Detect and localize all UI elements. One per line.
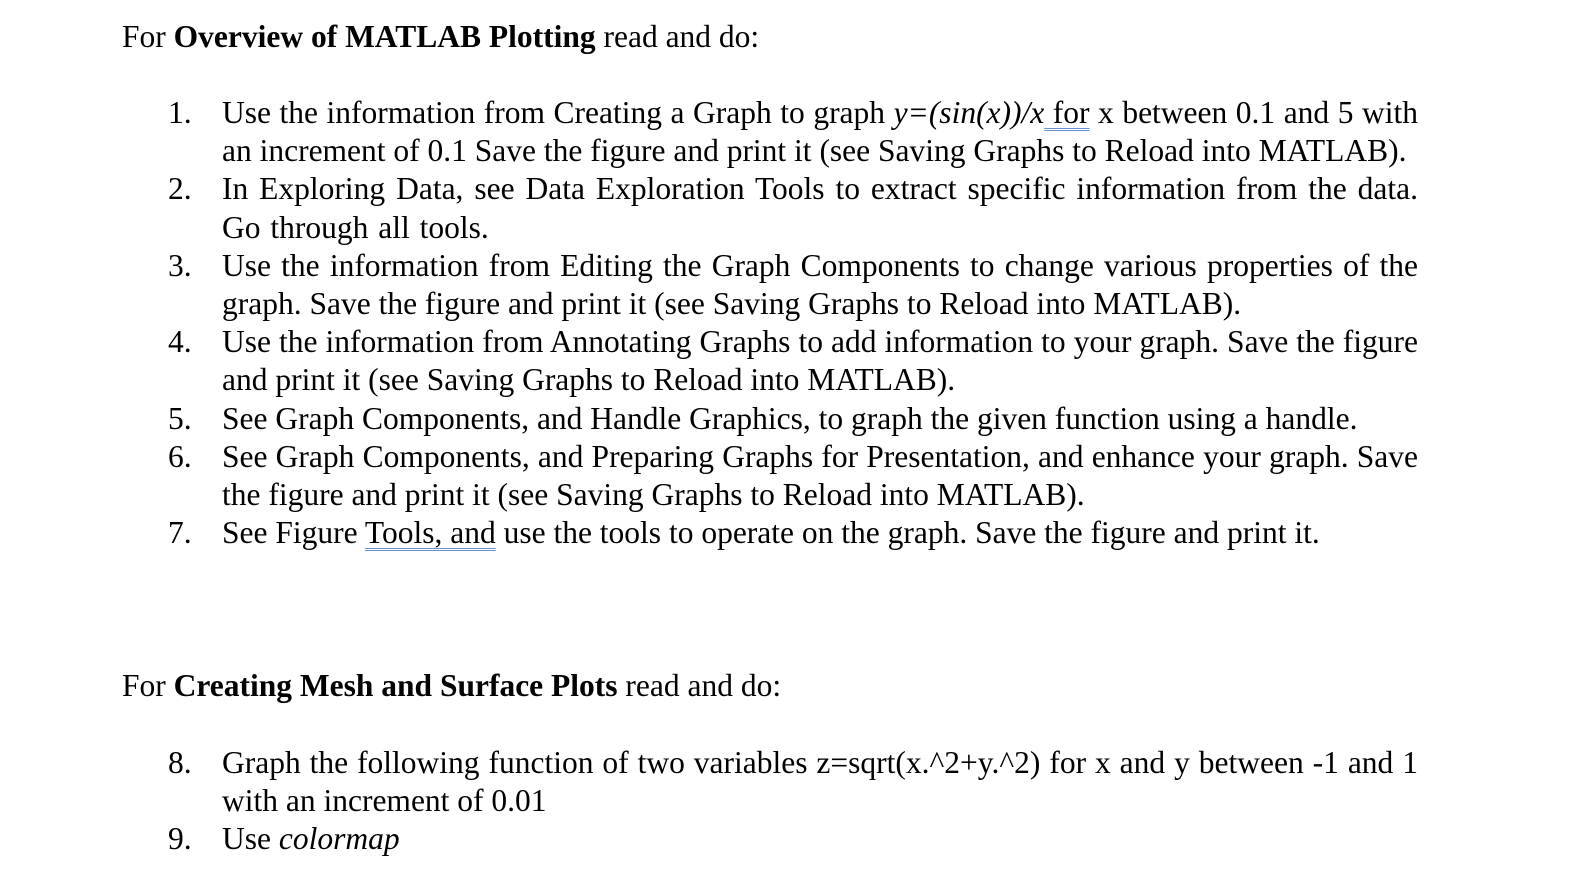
item-text-continued: x between 0.1 and 5 with an increment of 0.1 Save the figure and print it (see Saving Graphs to Reload into MATLAB). — [222, 95, 1418, 169]
item-number: 2. — [168, 171, 192, 207]
item-number: 5. — [168, 400, 192, 436]
list-item-1 — [168, 94, 1418, 170]
item-text: See Figure — [222, 515, 365, 551]
heading-suffix: read and do: — [595, 19, 760, 54]
section-heading-mesh-surface — [122, 667, 781, 705]
list-item-8 — [168, 744, 1418, 820]
item-text: Use the information from Annotating Graphs to add information to your graph. Save the figure and print it (see Saving Graphs to Reload into MATLAB). — [222, 324, 1418, 398]
equation-text: y=(sin(x))/x — [893, 95, 1045, 130]
item-number: 4. — [168, 324, 192, 360]
heading-bold-title: Overview of MATLAB Plotting — [173, 19, 596, 54]
item-text: Use the information from Creating a Graph to graph — [222, 95, 894, 130]
item-text: In Exploring Data, see Data Exploration Tools to extract specific information from the data. Go through all tools. — [222, 171, 1418, 245]
heading-prefix: For — [122, 668, 174, 703]
spellcheck-underlined-text — [1044, 95, 1089, 130]
list-item-6 — [168, 438, 1418, 514]
list-item-2 — [168, 170, 1418, 246]
item-text: Graph the following function of two variables z=sqrt(x.^2+y.^2) for x and y between -1 and 1 with an increment of 0.01 — [222, 745, 1418, 819]
item-number: 7. — [168, 515, 192, 551]
list-item-3 — [168, 247, 1418, 323]
heading-prefix: For — [122, 19, 174, 54]
heading-bold-title: Creating Mesh and Surface Plots — [173, 668, 618, 703]
spellcheck-underlined-text: Tools, and — [364, 515, 496, 551]
task-list-mesh-surface — [168, 744, 1418, 859]
heading-suffix: read and do: — [617, 668, 782, 703]
list-item-5 — [168, 400, 1418, 438]
list-item-7 — [168, 514, 1418, 552]
list-item-9 — [168, 820, 1418, 858]
item-number: 1. — [168, 95, 192, 130]
italic-term: colormap — [278, 821, 400, 857]
task-list-overview — [168, 94, 1418, 552]
item-number: 9. — [168, 821, 192, 857]
item-text: See Graph Components, and Handle Graphics, to graph the given function using a handle. — [222, 400, 1358, 436]
item-text: See Graph Components, and Preparing Graphs for Presentation, and enhance your graph. Save the figure and print it (see Saving Graphs to Reload into MATLAB). — [222, 438, 1418, 513]
item-number: 8. — [168, 745, 192, 780]
item-text: Use the information from Editing the Graph Components to change various properties of the graph. Save the figure and print it (see Saving Graphs to Reload into MATLAB). — [222, 247, 1418, 322]
underlined-word: for — [1044, 95, 1090, 130]
item-text-continued: use the tools to operate on the graph. Save the figure and print it. — [495, 515, 1320, 551]
list-item-4 — [168, 323, 1418, 399]
item-number: 3. — [168, 247, 192, 283]
item-number: 6. — [168, 438, 192, 474]
section-heading-overview — [122, 18, 759, 56]
item-text: Use — [222, 821, 279, 857]
